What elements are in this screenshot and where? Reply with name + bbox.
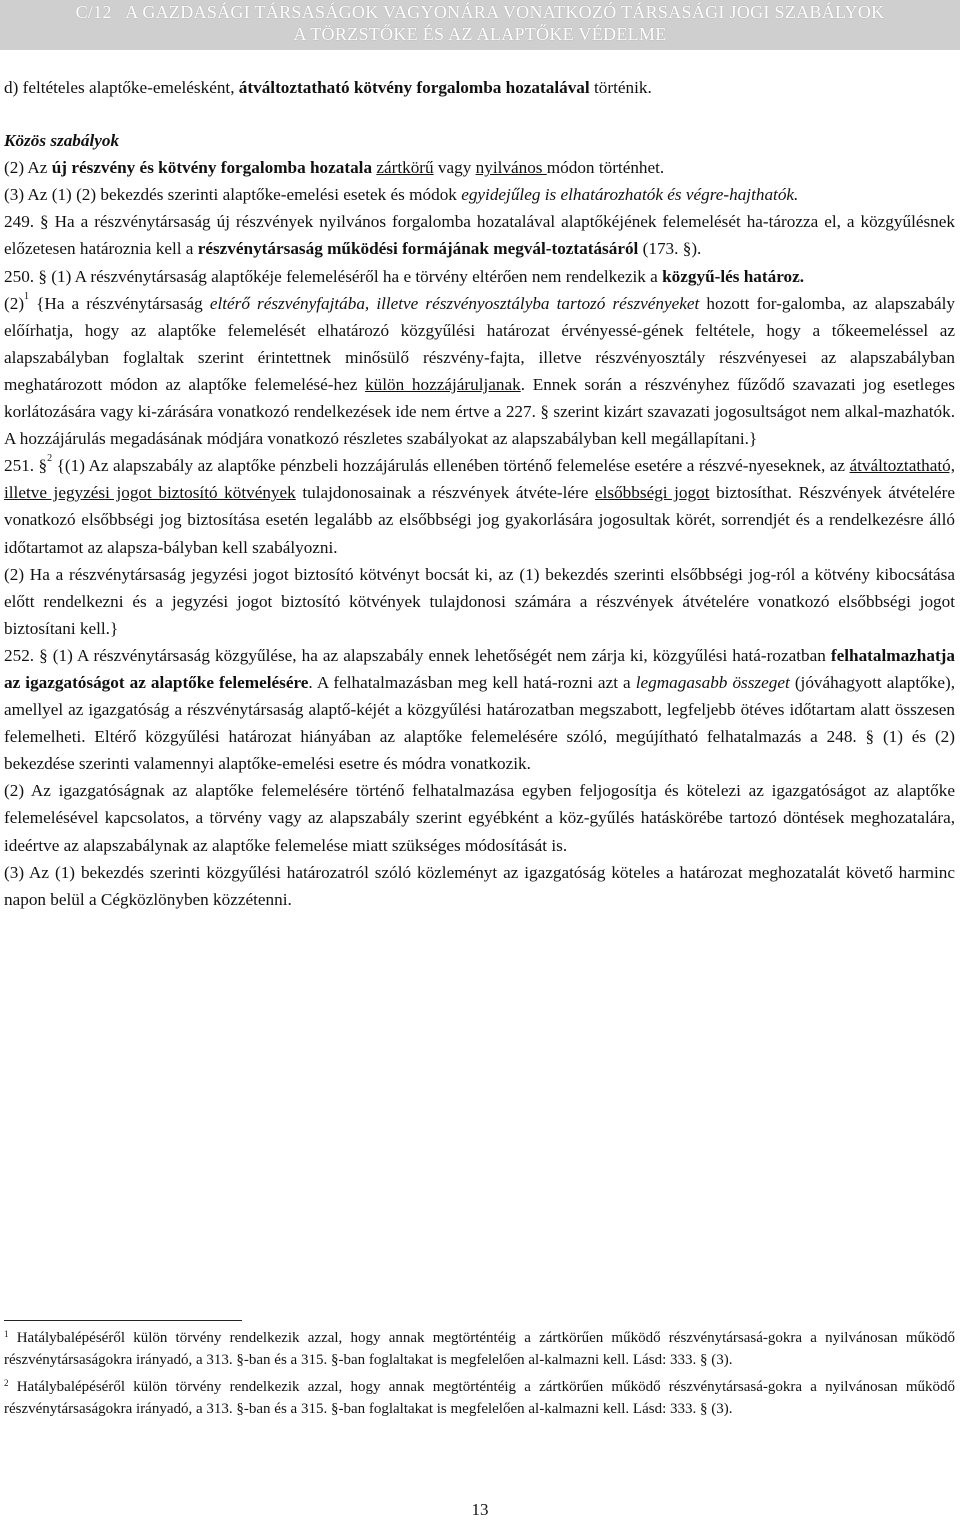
paragraph-252-1: 252. § (1) A részvénytársaság közgyűlése, ha az alapszabály ennek lehetőségét nem zárja ki, közgyűlési hatá-rozatban felhatalmazhatja az igazgatóságot az alaptőke felemelésére. A felhatalmazásban meg kell hatá-rozni azt a legmagasabb összeget (jóváhagyott alaptőke), amellyel az igazgatóság a részvénytársaság alaptő-kéjét a közgyűlési határozatban megszabott, legfeljebb ötéves időtartam alatt összesen felemelheti. Eltérő közgyűlési határozat hiányában az alaptőke felemelésére szóló, megújítható felhatalmazás a 248. § (1) és (2) bekezdése szerinti valamennyi alaptőke-emelési esetre és módra vonatkozik. [4, 645, 955, 774]
footnote-2: $^2$ Hatálybalépéséről külön törvény rendelkezik azzal, hogy annak megtörténtéig a zártkörűen működő részvénytársasá-gokra a nyilvánosan működő részvénytársaságokra irányadó, a 313. §-ban és a 315. §-ban foglaltakat is megfelelően al-kalmazni kell. Lásd: 333. § (3). [4, 1378, 955, 1417]
header-line-1 [0, 2, 960, 23]
paragraph-250-2: $(2)^1$ {Ha a részvénytársaság eltérő részvényfajtába, illetve részvényosztályba tartozó részvényeket hozott for-galomba, az alapszabály előírhatja, hogy az alaptőke felemelését elhatározó közgyűlési határozat érvényessé-gének feltétele, hogy a tőkeemeléssel az alapszabályban foglaltak szerint érintettnek minősülő részvény-fajta, illetve részvényosztály részvényesei az alapszabályban meghatározott módon az alaptőke felemelésé-hez külön hozzájáruljanak. Ennek során a részvényhez fűződő szavazati jog esetleges korlátozására vagy ki-zárására vonatkozó rendelkezések ide nem értve a 227. § szerint kizárt szavazati jogosultságot nem alkal-mazhatók. A hozzájárulás megadásának módjára vonatkozó részletes szabályokat az alapszabályban kell megállapítani.} [4, 290, 956, 449]
document-body [4, 74, 955, 913]
paragraph-251-2: (2) Ha a részvénytársaság jegyzési jogot biztosító kötvényt bocsát ki, az (1) bekezdés szerinti elsőbbségi jog-ról a kötvény kibocsátása előtt rendelkezni és a jegyzési jogot biztosító kötvények tulajdonosi számára a részvények átvételére vonatkozó elsőbbségi jogot biztosítani kell.} [4, 564, 955, 638]
footnote-separator [4, 1320, 242, 1321]
page-number: 13 [471, 1500, 489, 1519]
paragraph-248-2: (2) Az új részvény és kötvény forgalomba hozatala zártkörű vagy nyilvános módon történhet. [4, 158, 665, 178]
paragraph-251-1: 251. §$^2$ {(1) Az alapszabály az alaptőke pénzbeli hozzájárulás ellenében történő felemelése esetére a részvé-nyeseknek, az átváltoztatható, illetve jegyzési jogot biztosító kötvények tulajdonosainak a részvények átvéte-lére elsőbbségi jogot biztosíthat. Részvények átvételére vonatkozó elsőbbségi jog biztosítása esetén legalább az elsőbbségi jog gyakorlására jogosultak körét, sorrendjét és a rendelkezésre álló időtartamot az alapsza-bályban kell szabályozni. [4, 453, 955, 557]
header-title-line2: A TÖRZSTŐKE ÉS AZ ALAPTŐKE VÉDELME [293, 24, 667, 44]
footnote-1: $^1$ Hatálybalépéséről külön törvény rendelkezik azzal, hogy annak megtörténtéig a zártkörűen működő részvénytársasá-gokra a nyilvánosan működő részvénytársaságokra irányadó, a 313. §-ban és a 315. §-ban foglaltakat is megfelelően al-kalmazni kell. Lásd: 333. § (3). [4, 1329, 955, 1368]
common-rules-heading: Közös szabályok [4, 131, 120, 151]
header-title-line1: A GAZDASÁGI TÁRSASÁGOK VAGYONÁRA VONATKOZÓ TÁRSASÁGI JOGI SZABÁLYOK [125, 2, 885, 22]
paragraph-d: d) feltételes alaptőke-emelésként, átváltoztatható kötvény forgalomba hozatalával történik. [4, 78, 652, 97]
paragraph-252-2: (2) Az igazgatóságnak az alaptőke felemelésére történő felhatalmazása egyben feljogosítja és kötelezi az igazgatóságot az alaptőke felemelésével kapcsolatos, a törvény vagy az alapszabály szerint egyébként a köz-gyűlés hatáskörébe tartozó döntések meghozatalára, ideértve az alapszabálynak az alaptőke felemelése miatt szükséges módosítását is. [4, 781, 955, 855]
paragraph-250-1: 250. § (1) A részvénytársaság alaptőkéje felemeléséről ha e törvény eltérően nem rendelkezik a közgyű-lés határoz. [4, 266, 805, 286]
paragraph-248-3: (3) Az (1) (2) bekezdés szerinti alaptőke-emelési esetek és módok egyidejűleg is elhatározhatók és végre-hajthatók. [4, 185, 799, 205]
paragraph-252-3: (3) Az (1) bekezdés szerinti közgyűlési határozatról szóló közleményt az igazgatóság köteles a határozat meghozatalát követő harminc napon belül a Cégközlönyben közzétenni. [4, 862, 955, 909]
paragraph-249: 249. § Ha a részvénytársaság új részvények nyilvános forgalomba hozatalával alaptőkéjének felemelését ha-tározza el, a közgyűlésnek előzetesen határoznia kell a részvénytársaság működési formájának megvál-toztatásáról (173. §). [4, 212, 955, 259]
running-header [0, 0, 960, 50]
footnotes [4, 1328, 955, 1426]
header-section: C/12 [75, 2, 112, 22]
